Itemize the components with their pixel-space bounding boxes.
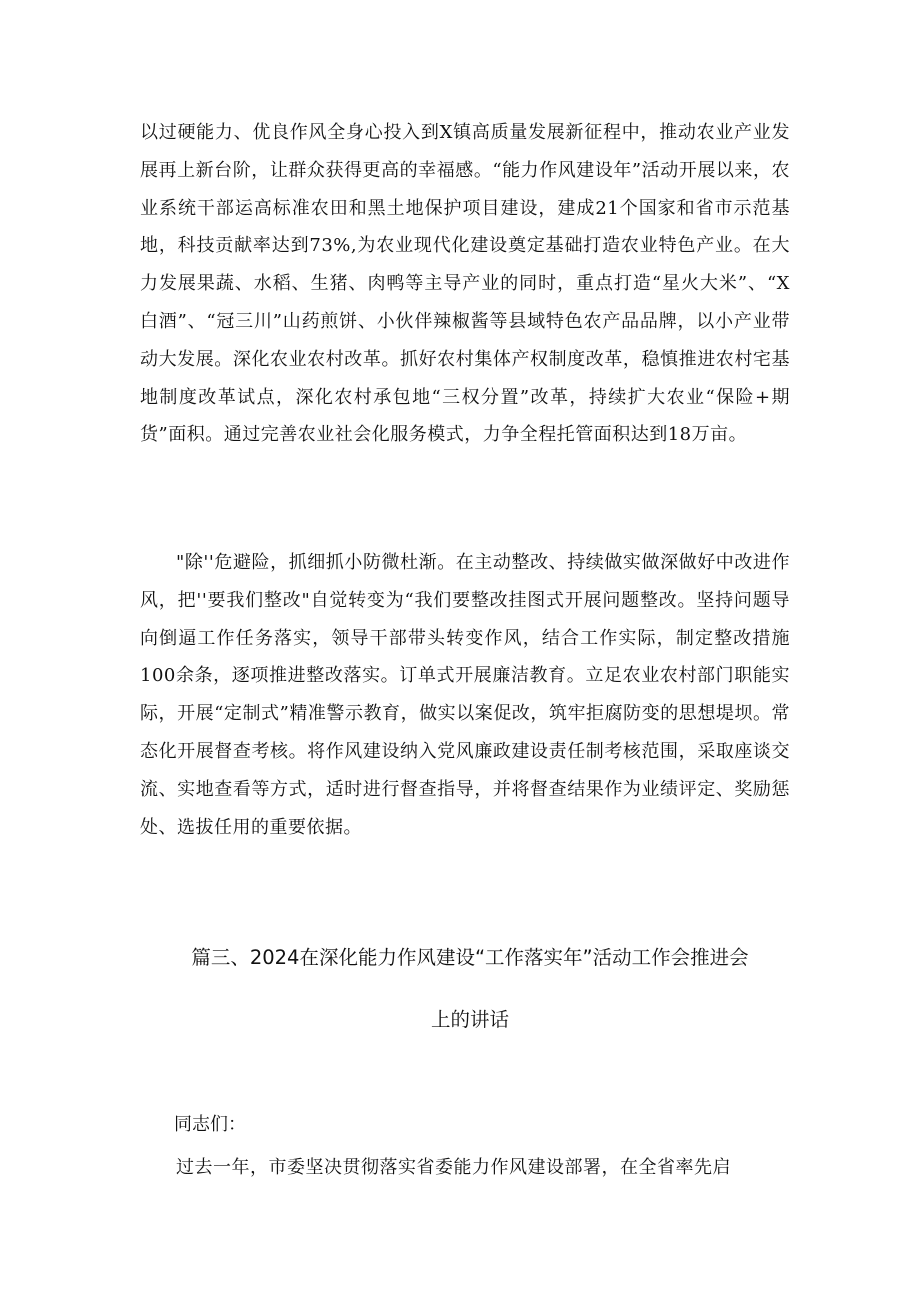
body-paragraph-1: 以过硬能力、优良作风全身心投入到X镇高质量发展新征程中，推动农业产业发展再上新台阶，让群众获得更高的幸福感。“能力作风建设年”活动开展以来，农业系统干部运高标准农田和黑土地保护项目建设，建成21个国家和省市示范基地，科技贡献率达到73%,为农业现代化建设奠定基础打造农业特色产业。在大力发展果蔬、水稻、生猪、肉鸭等主导产业的同时，重点打造“星火大米”、“X白酒”、“冠三川”山药煎饼、小伙伴辣椒酱等县域特色农产品品牌，以小产业带动大发展。深化农业农村改革。抓好农村集体产权制度改革，稳慎推进农村宅基地制度改革试点，深化农村承包地“三权分置”改革，持续扩大农业“保险+期货”面积。通过完善农业社会化服务模式，力争全程托管面积达到18万亩。 (140, 122, 790, 446)
section-heading-line-1: 篇三、2024在深化能力作风建设“工作落实年”活动工作会推进会 (191, 946, 749, 969)
body-paragraph-3: 过去一年，市委坚决贯彻落实省委能力作风建设部署，在全省率先启 (176, 1157, 731, 1178)
salutation: 同志们： (174, 1114, 246, 1135)
body-paragraph-2: "除''危避险，抓细抓小防微杜渐。在主动整改、持续做实做深做好中改进作风，把''要我们整改"自觉转变为“我们要整改挂图式开展问题整改。坚持问题导向倒逼工作任务落实，领导干部带头转变作风，结合工作实际，制定整改措施100余条，逐项推进整改落实。订单式开展廉洁教育。立足农业农村部门职能实际，开展“定制式”精准警示教育，做实以案促改，筑牢拒腐防变的思想堤坝。常态化开展督查考核。将作风建设纳入党风廉政建设责任制考核范围，采取座谈交流、实地查看等方式，适时进行督查指导，并将督查结果作为业绩评定、奖励惩处、选拔任用的重要依据。 (140, 552, 790, 838)
section-heading-line-2: 上的讲话 (430, 1008, 509, 1031)
